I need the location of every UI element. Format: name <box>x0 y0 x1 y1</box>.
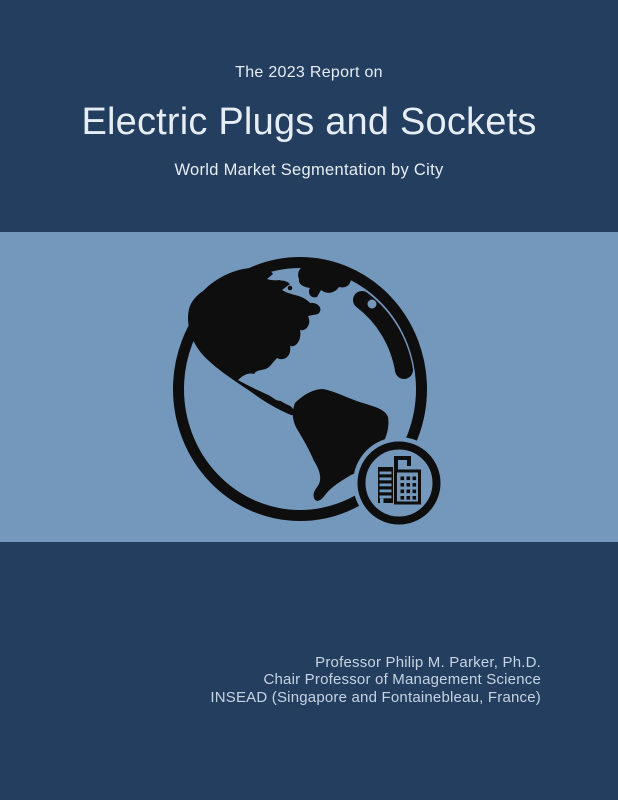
globe-band <box>0 232 618 542</box>
report-kicker: The 2023 Report on <box>235 64 383 81</box>
report-subtitle: World Market Segmentation by City <box>174 161 444 179</box>
island-dot <box>288 286 293 291</box>
title-section <box>0 0 618 232</box>
author-title: Chair Professor of Management Science <box>263 671 541 689</box>
author-name: Professor Philip M. Parker, Ph.D. <box>315 654 541 671</box>
city-buildings-icon <box>353 437 445 529</box>
mast-tick <box>407 456 411 466</box>
north-america-landmass <box>188 267 320 416</box>
crescent-notch <box>368 300 377 309</box>
author-affiliation: INSEAD (Singapore and Fontainebleau, France) <box>210 688 541 706</box>
left-building-door <box>380 499 384 504</box>
report-title: Electric Plugs and Sockets <box>81 101 537 143</box>
globe-americas-icon <box>173 257 449 533</box>
author-credits <box>210 654 541 706</box>
